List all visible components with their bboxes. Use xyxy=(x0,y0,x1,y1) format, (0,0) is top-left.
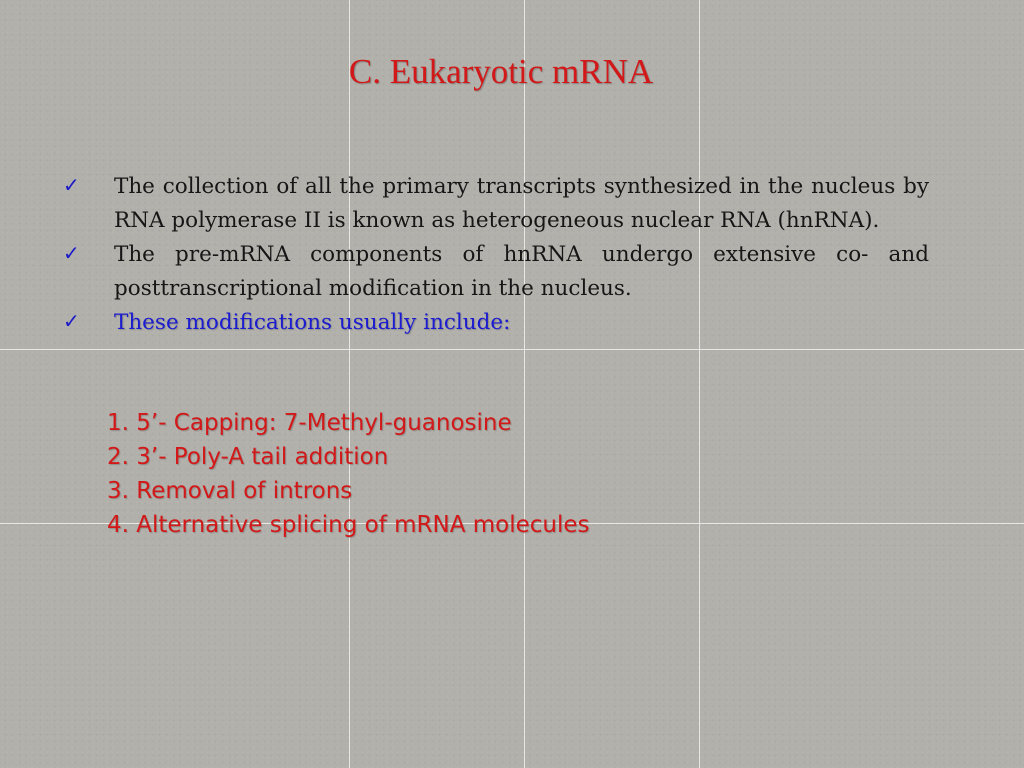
grid-line-h1 xyxy=(0,349,1024,350)
bullet-item xyxy=(63,170,929,238)
modification-step: 1. 5’- Capping: 7-Methyl-guanosine xyxy=(107,410,512,436)
grid-line-v1 xyxy=(349,0,350,768)
checkmark-icon: ✓ xyxy=(63,309,80,333)
modification-step: 3. Removal of introns xyxy=(107,478,353,504)
grid-line-v3 xyxy=(699,0,700,768)
bullet-item xyxy=(63,306,929,340)
checkmark-icon: ✓ xyxy=(63,173,80,197)
slide-title: C. Eukaryotic mRNA xyxy=(348,52,654,91)
bullet-list xyxy=(63,170,929,340)
bullet-item xyxy=(63,238,929,306)
modification-step: 2. 3’- Poly-A tail addition xyxy=(107,444,389,470)
bullet-text: The collection of all the primary transcripts synthesized in the nucleus by RNA polymerase II is known as heterogeneous nuclear RNA (hnRNA). xyxy=(114,174,929,233)
bullet-text: These modifications usually include: xyxy=(114,310,511,335)
grid-line-v2 xyxy=(524,0,525,768)
checkmark-icon: ✓ xyxy=(63,241,80,265)
modification-step: 4. Alternative splicing of mRNA molecules xyxy=(107,512,590,538)
modification-list xyxy=(107,406,590,542)
bullet-text: The pre-mRNA components of hnRNA undergo extensive co- and posttranscriptional modification in the nucleus. xyxy=(114,242,929,301)
